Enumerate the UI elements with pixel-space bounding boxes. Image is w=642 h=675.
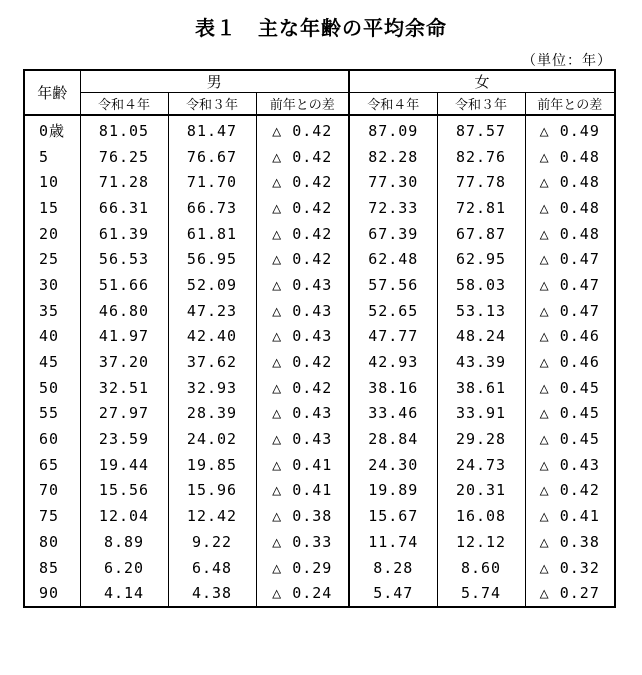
table-row bbox=[24, 169, 615, 195]
age-cell: 65 bbox=[24, 452, 80, 478]
table-row bbox=[24, 555, 615, 581]
female-r3-cell: 72.81 bbox=[437, 195, 525, 221]
female-r4-cell: 82.28 bbox=[349, 144, 437, 170]
female-r4-cell: 67.39 bbox=[349, 221, 437, 247]
female-diff-cell: △ 0.48 bbox=[525, 169, 615, 195]
male-diff-cell: △ 0.43 bbox=[256, 272, 349, 298]
male-diff-cell: △ 0.43 bbox=[256, 298, 349, 324]
table-row bbox=[24, 503, 615, 529]
table-row bbox=[24, 426, 615, 452]
age-cell: 45 bbox=[24, 349, 80, 375]
male-r3-cell: 9.22 bbox=[168, 529, 256, 555]
male-r3-cell: 32.93 bbox=[168, 375, 256, 401]
female-r3-cell: 33.91 bbox=[437, 401, 525, 427]
female-r3-cell: 16.08 bbox=[437, 503, 525, 529]
male-diff-cell: △ 0.41 bbox=[256, 478, 349, 504]
female-r3-cell: 43.39 bbox=[437, 349, 525, 375]
female-r4-cell: 33.46 bbox=[349, 401, 437, 427]
male-diff-cell: △ 0.42 bbox=[256, 221, 349, 247]
female-r3-cell: 53.13 bbox=[437, 298, 525, 324]
age-cell: 20 bbox=[24, 221, 80, 247]
male-r3-cell: 37.62 bbox=[168, 349, 256, 375]
table-row bbox=[24, 195, 615, 221]
male-r4-cell: 15.56 bbox=[80, 478, 168, 504]
male-diff-cell: △ 0.42 bbox=[256, 115, 349, 144]
age-cell: 5 bbox=[24, 144, 80, 170]
female-r3-cell: 38.61 bbox=[437, 375, 525, 401]
female-r4-cell: 24.30 bbox=[349, 452, 437, 478]
female-diff-cell: △ 0.45 bbox=[525, 426, 615, 452]
table-row bbox=[24, 115, 615, 144]
male-r4-cell: 66.31 bbox=[80, 195, 168, 221]
female-diff-cell: △ 0.49 bbox=[525, 115, 615, 144]
male-r3-cell: 52.09 bbox=[168, 272, 256, 298]
female-r3-cell: 77.78 bbox=[437, 169, 525, 195]
life-expectancy-table bbox=[23, 69, 616, 608]
female-r4-cell: 19.89 bbox=[349, 478, 437, 504]
age-cell: 40 bbox=[24, 324, 80, 350]
female-r3-cell: 82.76 bbox=[437, 144, 525, 170]
male-r3-cell: 12.42 bbox=[168, 503, 256, 529]
male-r3-cell: 66.73 bbox=[168, 195, 256, 221]
table-row bbox=[24, 324, 615, 350]
male-r3-cell: 71.70 bbox=[168, 169, 256, 195]
table-row bbox=[24, 272, 615, 298]
female-diff-cell: △ 0.48 bbox=[525, 221, 615, 247]
male-r3-cell: 42.40 bbox=[168, 324, 256, 350]
male-diff-cell: △ 0.42 bbox=[256, 144, 349, 170]
female-r3-cell: 58.03 bbox=[437, 272, 525, 298]
female-r3-cell: 67.87 bbox=[437, 221, 525, 247]
table-row bbox=[24, 221, 615, 247]
female-r3-cell: 20.31 bbox=[437, 478, 525, 504]
female-r3-cell: 12.12 bbox=[437, 529, 525, 555]
female-r4-cell: 28.84 bbox=[349, 426, 437, 452]
female-diff-header: 前年との差 bbox=[525, 93, 615, 116]
male-r4-cell: 4.14 bbox=[80, 580, 168, 607]
table-title: 表１ 主な年齢の平均余命 bbox=[195, 16, 447, 40]
female-diff-cell: △ 0.47 bbox=[525, 246, 615, 272]
age-cell: 55 bbox=[24, 401, 80, 427]
table-row bbox=[24, 349, 615, 375]
male-r3-cell: 15.96 bbox=[168, 478, 256, 504]
table-row bbox=[24, 144, 615, 170]
male-diff-cell: △ 0.43 bbox=[256, 401, 349, 427]
table-row bbox=[24, 452, 615, 478]
male-r3-header: 令和３年 bbox=[168, 93, 256, 116]
female-r4-cell: 77.30 bbox=[349, 169, 437, 195]
female-r4-cell: 11.74 bbox=[349, 529, 437, 555]
male-r4-cell: 41.97 bbox=[80, 324, 168, 350]
female-diff-cell: △ 0.32 bbox=[525, 555, 615, 581]
male-r3-cell: 24.02 bbox=[168, 426, 256, 452]
female-diff-cell: △ 0.27 bbox=[525, 580, 615, 607]
female-r3-cell: 8.60 bbox=[437, 555, 525, 581]
female-diff-cell: △ 0.41 bbox=[525, 503, 615, 529]
female-r4-header: 令和４年 bbox=[349, 93, 437, 116]
male-r4-cell: 32.51 bbox=[80, 375, 168, 401]
female-r3-cell: 62.95 bbox=[437, 246, 525, 272]
age-column-header: 年齢 bbox=[24, 70, 80, 115]
female-diff-cell: △ 0.47 bbox=[525, 298, 615, 324]
male-diff-header: 前年との差 bbox=[256, 93, 349, 116]
male-r3-cell: 47.23 bbox=[168, 298, 256, 324]
male-r4-cell: 51.66 bbox=[80, 272, 168, 298]
male-r4-cell: 71.28 bbox=[80, 169, 168, 195]
male-r4-cell: 81.05 bbox=[80, 115, 168, 144]
female-diff-cell: △ 0.45 bbox=[525, 401, 615, 427]
male-diff-cell: △ 0.38 bbox=[256, 503, 349, 529]
female-r3-header: 令和３年 bbox=[437, 93, 525, 116]
male-r4-cell: 19.44 bbox=[80, 452, 168, 478]
male-diff-cell: △ 0.24 bbox=[256, 580, 349, 607]
age-cell: 85 bbox=[24, 555, 80, 581]
table-row bbox=[24, 375, 615, 401]
female-diff-cell: △ 0.46 bbox=[525, 324, 615, 350]
female-r4-cell: 87.09 bbox=[349, 115, 437, 144]
female-r4-cell: 52.65 bbox=[349, 298, 437, 324]
table-row bbox=[24, 246, 615, 272]
female-diff-cell: △ 0.47 bbox=[525, 272, 615, 298]
male-diff-cell: △ 0.33 bbox=[256, 529, 349, 555]
age-cell: 80 bbox=[24, 529, 80, 555]
age-cell: 30 bbox=[24, 272, 80, 298]
female-diff-cell: △ 0.48 bbox=[525, 195, 615, 221]
female-r4-cell: 8.28 bbox=[349, 555, 437, 581]
female-r4-cell: 15.67 bbox=[349, 503, 437, 529]
table-row bbox=[24, 298, 615, 324]
male-r4-cell: 56.53 bbox=[80, 246, 168, 272]
table-row bbox=[24, 401, 615, 427]
male-diff-cell: △ 0.43 bbox=[256, 324, 349, 350]
male-r4-cell: 23.59 bbox=[80, 426, 168, 452]
female-r3-cell: 29.28 bbox=[437, 426, 525, 452]
age-cell: 25 bbox=[24, 246, 80, 272]
female-diff-cell: △ 0.42 bbox=[525, 478, 615, 504]
unit-label: （単位：年） bbox=[522, 53, 612, 69]
male-r4-cell: 8.89 bbox=[80, 529, 168, 555]
male-r3-cell: 81.47 bbox=[168, 115, 256, 144]
female-diff-cell: △ 0.45 bbox=[525, 375, 615, 401]
male-diff-cell: △ 0.43 bbox=[256, 426, 349, 452]
male-r4-cell: 37.20 bbox=[80, 349, 168, 375]
female-group-header: 女 bbox=[349, 70, 615, 93]
female-diff-cell: △ 0.43 bbox=[525, 452, 615, 478]
male-r3-cell: 19.85 bbox=[168, 452, 256, 478]
age-cell: 50 bbox=[24, 375, 80, 401]
male-r3-cell: 61.81 bbox=[168, 221, 256, 247]
table-row bbox=[24, 580, 615, 607]
female-r4-cell: 72.33 bbox=[349, 195, 437, 221]
age-cell: 60 bbox=[24, 426, 80, 452]
female-r3-cell: 24.73 bbox=[437, 452, 525, 478]
female-diff-cell: △ 0.38 bbox=[525, 529, 615, 555]
male-r3-cell: 6.48 bbox=[168, 555, 256, 581]
male-group-header: 男 bbox=[80, 70, 349, 93]
female-r4-cell: 42.93 bbox=[349, 349, 437, 375]
male-r3-cell: 28.39 bbox=[168, 401, 256, 427]
male-diff-cell: △ 0.29 bbox=[256, 555, 349, 581]
male-r4-cell: 76.25 bbox=[80, 144, 168, 170]
female-r4-cell: 5.47 bbox=[349, 580, 437, 607]
female-diff-cell: △ 0.48 bbox=[525, 144, 615, 170]
age-cell: 10 bbox=[24, 169, 80, 195]
male-diff-cell: △ 0.41 bbox=[256, 452, 349, 478]
male-diff-cell: △ 0.42 bbox=[256, 195, 349, 221]
female-r4-cell: 62.48 bbox=[349, 246, 437, 272]
age-cell: 35 bbox=[24, 298, 80, 324]
male-r3-cell: 76.67 bbox=[168, 144, 256, 170]
male-diff-cell: △ 0.42 bbox=[256, 349, 349, 375]
female-r4-cell: 57.56 bbox=[349, 272, 437, 298]
age-cell: 75 bbox=[24, 503, 80, 529]
male-diff-cell: △ 0.42 bbox=[256, 375, 349, 401]
female-r3-cell: 87.57 bbox=[437, 115, 525, 144]
female-r4-cell: 38.16 bbox=[349, 375, 437, 401]
age-cell: 90 bbox=[24, 580, 80, 607]
table-row bbox=[24, 529, 615, 555]
male-r4-cell: 46.80 bbox=[80, 298, 168, 324]
age-cell: 70 bbox=[24, 478, 80, 504]
male-diff-cell: △ 0.42 bbox=[256, 246, 349, 272]
male-diff-cell: △ 0.42 bbox=[256, 169, 349, 195]
female-diff-cell: △ 0.46 bbox=[525, 349, 615, 375]
male-r3-cell: 56.95 bbox=[168, 246, 256, 272]
male-r3-cell: 4.38 bbox=[168, 580, 256, 607]
male-r4-header: 令和４年 bbox=[80, 93, 168, 116]
age-cell: 0歳 bbox=[24, 115, 80, 144]
female-r3-cell: 48.24 bbox=[437, 324, 525, 350]
male-r4-cell: 6.20 bbox=[80, 555, 168, 581]
table-row bbox=[24, 478, 615, 504]
male-r4-cell: 27.97 bbox=[80, 401, 168, 427]
male-r4-cell: 12.04 bbox=[80, 503, 168, 529]
male-r4-cell: 61.39 bbox=[80, 221, 168, 247]
age-cell: 15 bbox=[24, 195, 80, 221]
female-r3-cell: 5.74 bbox=[437, 580, 525, 607]
female-r4-cell: 47.77 bbox=[349, 324, 437, 350]
